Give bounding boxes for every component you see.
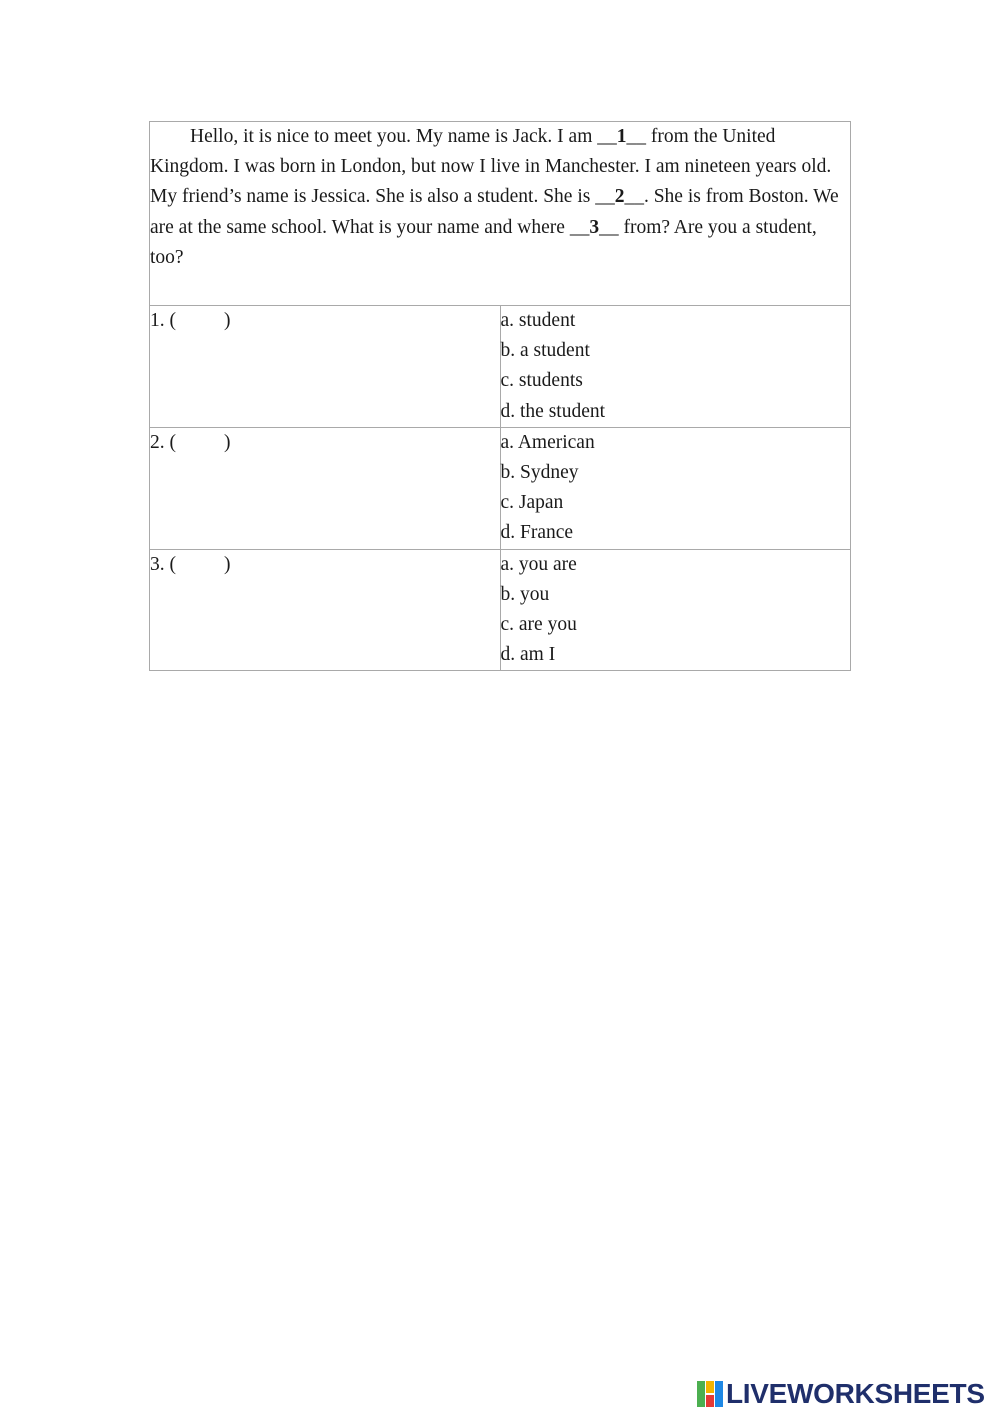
question-3-option-d: d. am I [500, 644, 556, 666]
question-1-option-c: c. students [500, 370, 583, 392]
question-3-option-b: b. you [500, 583, 550, 605]
question-2-close: ) [224, 431, 231, 453]
question-3-options [500, 549, 851, 671]
question-3-option-c: c. are you [500, 614, 577, 636]
question-2-option-b: b. Sydney [500, 462, 579, 484]
passage-part-2: from the United Kingdom. I was born in London, but now I live in Manchester. I am nineteen years old. My friend’s name is Jessica. She is also a student. She is [150, 126, 832, 208]
passage-part-4: from? Are you a student, too? [150, 216, 817, 268]
question-1-option-b: b. a student [500, 340, 590, 362]
reading-passage [150, 122, 850, 273]
question-2-option-a: a. American [500, 431, 595, 453]
question-row-3 [150, 549, 851, 671]
blank-3: __3__ [569, 216, 619, 238]
question-1-close: ) [224, 310, 231, 331]
blank-2: __2__ [595, 186, 644, 208]
question-1-option-a: a. student [500, 310, 576, 331]
exercise-table [149, 121, 851, 671]
question-2-option-d: d. France [500, 522, 574, 544]
question-3-answer-cell[interactable] [150, 549, 501, 671]
question-2-number: 2. ( [150, 431, 176, 453]
passage-part-3: . She is from Boston. We are at the same school. What is your name and where [150, 186, 839, 238]
liveworksheets-logo-icon [697, 1381, 723, 1407]
question-3-close: ) [224, 553, 231, 575]
question-2-option-c: c. Japan [500, 492, 564, 514]
question-1-answer-cell[interactable] [150, 306, 501, 428]
passage-cell [150, 122, 851, 306]
blank-1: __1__ [597, 126, 646, 147]
question-1-number: 1. ( [150, 310, 176, 331]
liveworksheets-wordmark: LIVEWORKSHEETS [726, 1378, 985, 1409]
question-1-option-d: d. the student [500, 400, 606, 422]
passage-part-1: Hello, it is nice to meet you. My name is Jack. I am [190, 126, 598, 147]
worksheet [149, 121, 851, 671]
question-2-answer-cell[interactable] [150, 427, 501, 549]
question-3-option-a: a. you are [500, 553, 577, 575]
question-row-1 [150, 306, 851, 428]
question-2-options [500, 427, 851, 549]
question-3-number: 3. ( [150, 553, 176, 575]
question-row-2 [150, 427, 851, 549]
liveworksheets-brand [697, 1378, 985, 1410]
question-1-options [500, 306, 851, 428]
